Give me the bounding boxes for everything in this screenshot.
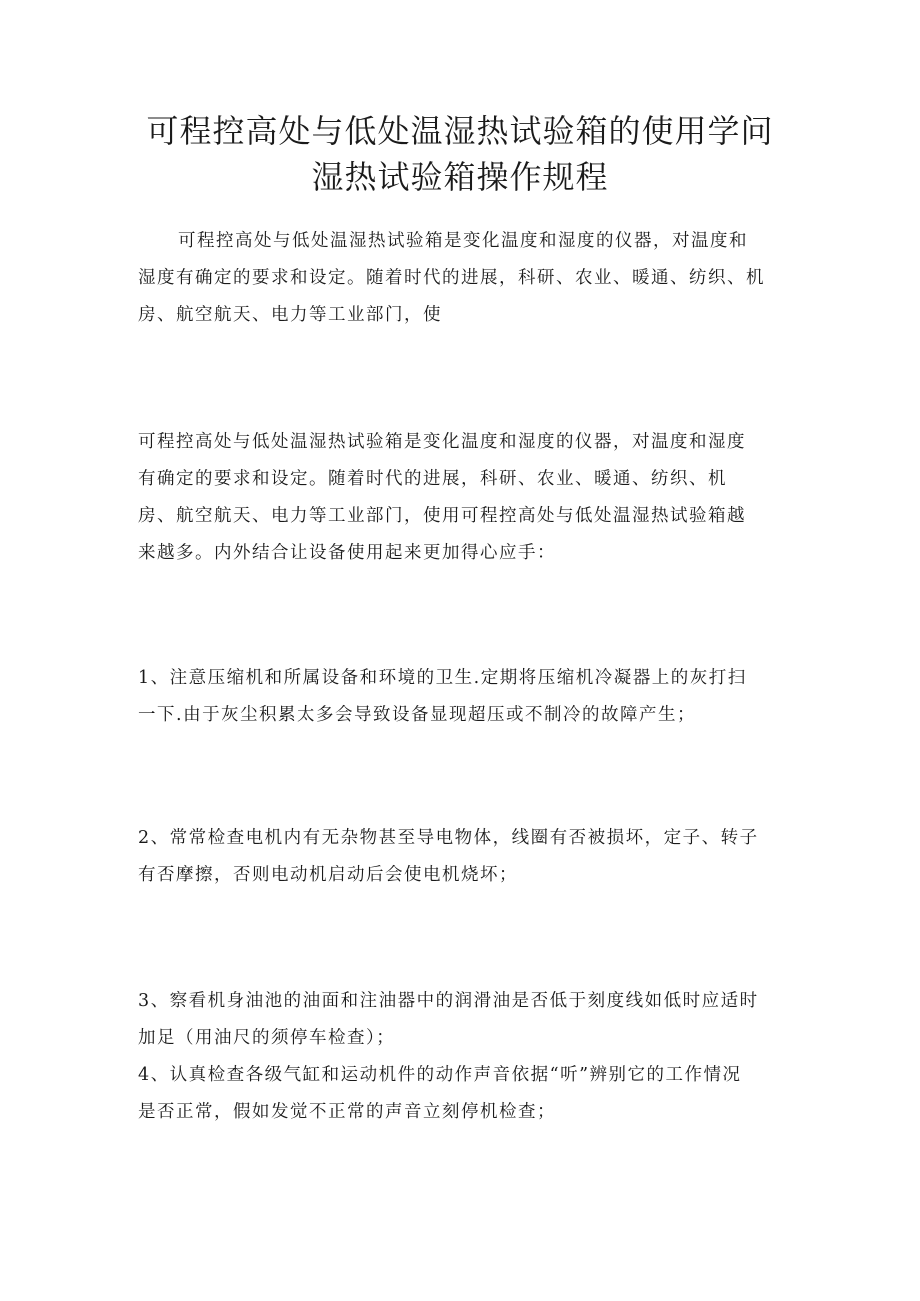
text-line: 加足（用油尺的须停车检查）； xyxy=(138,1028,396,1048)
intro-paragraph xyxy=(138,223,790,334)
text-line: 有否摩擦，否则电动机启动后会使电机烧坏； xyxy=(138,865,518,885)
list-item-3 xyxy=(138,983,790,1057)
document-title-line-1: 可程控高处与低处温湿热试验箱的使用学问 xyxy=(146,112,774,150)
text-line: 可程控高处与低处温湿热试验箱是变化温度和湿度的仪器，对温度和湿度 xyxy=(138,432,746,452)
main-paragraph xyxy=(138,424,790,572)
text-line: 1、注意压缩机和所属设备和环境的卫生.定期将压缩机冷凝器上的灰打扫 xyxy=(138,668,747,688)
list-item-4 xyxy=(138,1057,790,1131)
text-line: 来越多。内外结合让设备使用起来更加得心应手： xyxy=(138,543,556,563)
text-line: 湿度有确定的要求和设定。随着时代的进展，科研、农业、暖通、纺织、机 xyxy=(138,268,765,288)
text-line: 可程控高处与低处温湿热试验箱是变化温度和湿度的仪器，对温度和 xyxy=(178,231,748,251)
text-line: 一下.由于灰尘积累太多会导致设备显现超压或不制冷的故障产生； xyxy=(138,705,697,725)
text-line: 是否正常，假如发觉不正常的声音立刻停机检查； xyxy=(138,1102,556,1122)
text-line: 有确定的要求和设定。随着时代的进展，科研、农业、暖通、纺织、机 xyxy=(138,469,727,489)
document-title-line-2: 湿热试验箱操作规程 xyxy=(311,158,609,196)
text-line: 2、常常检查电机内有无杂物甚至导电物体，线圈有否被损坏，定子、转子 xyxy=(138,828,759,848)
text-line: 房、航空航天、电力等工业部门，使 xyxy=(138,305,442,325)
text-line: 房、航空航天、电力等工业部门，使用可程控高处与低处温湿热试验箱越 xyxy=(138,506,746,526)
text-line: 3、察看机身油池的油面和注油器中的润滑油是否低于刻度线如低时应适时 xyxy=(138,991,759,1011)
list-item-1 xyxy=(138,660,790,734)
text-line: 4、认真检查各级气缸和运动机件的动作声音依据“听”辨别它的工作情况 xyxy=(138,1065,742,1085)
list-item-2 xyxy=(138,820,790,894)
